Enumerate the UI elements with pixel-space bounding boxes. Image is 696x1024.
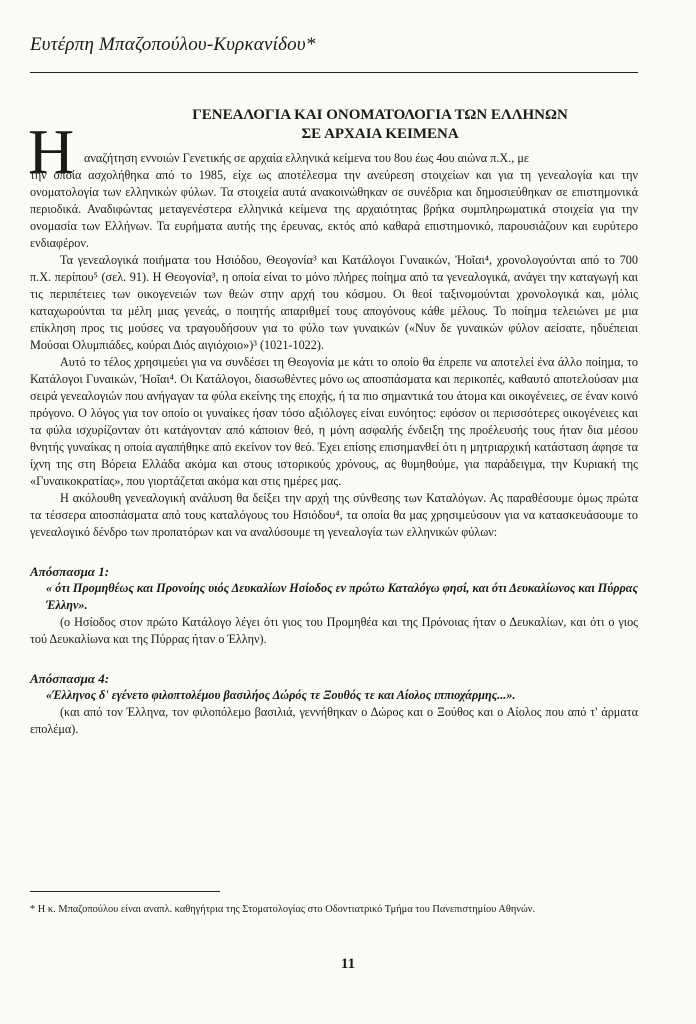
author-name: Ευτέρπη Μπαζοπούλου-Κυρκανίδου* <box>30 34 316 55</box>
title-line-2: ΣΕ ΑΡΧΑΙΑ ΚΕΙΜΕΝΑ <box>301 126 459 142</box>
excerpt-1-quote: « ότι Προμηθέως και Προνοίης υιός Δευκαλίων Ησίοδος εν πρώτω Καταλόγω φησί, και ότι Δευκαλίωνος και Πύρρας Έλλην». <box>46 581 638 612</box>
paragraph-1: την οποία ασχολήθηκα από το 1985, είχε ως αποτέλεσμα την ανεύρεση στοιχείων και για τη γενεαλογία και την ονοματολογία των ελληνικών φύλων. Τα στοιχεία αυτά ανακοινώθηκαν σε συνέδρια και δημοσιεύθηκαν σε επιστημονικά περιοδικά. Αναδιφώντας μεταγενέστερα ελληνικά κείμενα της αρχαιότητας βρήκα συμπληρωματικά στοιχεία για την ονομασία των Ελλήνων. Τα ευρήματα αυτής της έρευνας, εκτός από καθαρά επιστημονικό, παρουσιάζουν και ευρύτερο ενδιαφέρον. <box>30 168 638 250</box>
paragraph-2: Τα γενεαλογικά ποιήματα του Ησιόδου, Θεογονία³ και Κατάλογοι Γυναικών, Ἠοῖαι⁴, χρονολογούνται από το 700 π.Χ. περίπου⁵ (σελ. 91). Η Θεογονία³, η οποία είναι το μόνο πλήρες ποίημα από τα γενεαλογικά, ανάγει την καταγωγή και τις περιπέτειες των οικογενειών των θεών στην αρχή του κόσμου. Οι θεοί ταξινομούνται χρονολογικά και, μόλις καταχωρούνται τα μέλη μιας γενεάς, ο ποιητής απαριθμεί τους απογόνους κάθε μέλους. Το ποίημα τελειώνει με μια επίκληση προς τις μούσες να τραγουδήσουν για το φύλο των γυναικών («Νυν δε γυναικών φύλον αείσατε, ηδυέπειαι Μούσαι Ολυμπιάδες, κούραι Διός αιγιόχοιο»)³ (1021-1022). <box>30 253 638 352</box>
paragraph-3: Αυτό το τέλος χρησιμεύει για να συνδέσει τη Θεογονία με κάτι το οποίο θα έπρεπε να αποτελεί ένα άλλο ποίημα, το Κατάλογοι Γυναικών, Ἠοῖαι⁴. Οι Κατάλογοι, διασωθέντες μόνο ως αποσπάσματα και περικοπές, καθαυτό αποτελούσαν μια σειρά γενεαλογιών που ανήγαγαν τα φύλα εκείνης της εποχής, ή τα πιο σημαντικά του άτομα και οικογένειες, σε έναν κοινό πρόγονο. Ο λόγος για τον οποίο οι γυναίκες ήσαν τόσο αξιόλογες είναι ευνόητος: εφόσον οι περισσότερες οικογένειες και τα φύλα ισχυρίζονταν ότι κατάγονταν από κάποιον θεό, η μόνη ασφαλής ένδειξη της προέλευσής τους ήταν δια μέσου θνητής γυναίκας η οποία αγαπήθηκε από εκείνον τον θεό. Έχει επίσης επισημανθεί ότι η μητριαρχική κατάσταση άφησε τα ίχνη της στη Βόρεια Ελλάδα ακόμα και στους ιστορικούς χρόνους, ας θυμηθούμε, για παράδειγμα, την Κυριακή της «Γυναικοκρατίας», που γιορτάζεται ακόμα και στις ημέρες μας. <box>30 355 638 488</box>
paragraph-4: Η ακόλουθη γενεαλογική ανάλυση θα δείξει την αρχή της σύνθεσης των Καταλόγων. Ας παραθέσουμε όμως πρώτα τα τέσσερα αποσπάσματα από τους καταλόγους του Ησιόδου⁴, τα οποία θα μας χρησιμεύσουν για να κατασκευάσουμε το γενεαλογικό δένδρο των προπατόρων και να αναλύσουμε τη γενεαλογία των ελληνικών φύλων: <box>30 491 638 539</box>
excerpt-1 <box>30 563 638 648</box>
title-line-1: ΓΕΝΕΑΛΟΓΙΑ ΚΑΙ ΟΝΟΜΑΤΟΛΟΓΙΑ ΤΩΝ ΕΛΛΗΝΩΝ <box>192 107 568 123</box>
drop-cap: Η <box>28 116 75 187</box>
excerpt-4 <box>30 670 638 738</box>
excerpt-1-translation: (ο Ησίοδος στον πρώτο Κατάλογο λέγει ότι γιος του Προμηθέα και της Πρόνοιας ήταν ο Δευκαλίων, και ότι ο γιος τού Δευκαλίωνα και της Πύρρας ήταν ο Έλλην). <box>30 615 638 646</box>
excerpt-4-translation: (και από τον Έλληνα, τον φιλοπόλεμο βασιλιά, γεννήθηκαν ο Δώρος και ο Ξούθος και ο Αίολος που από τ' άρματα επολέμα). <box>30 705 638 736</box>
footnote: * Η κ. Μπαζοπούλου είναι αναπλ. καθηγήτρια της Στοματολογίας στο Οδοντιατρικό Τμήμα του Πανεπιστημίου Αθηνών. <box>30 904 536 915</box>
header-divider <box>30 72 638 73</box>
excerpt-1-title: Απόσπασμα 1: <box>30 564 110 579</box>
excerpt-4-quote: «Έλληνος δ' εγένετο φιλοπτολέμου βασιλήος Δώρός τε Ξουθός τε και Αίολος ιππιοχάρμης...». <box>46 688 516 702</box>
paragraph-1-first-line: αναζήτηση εννοιών Γενετικής σε αρχαία ελληνικά κείμενα του 8ου έως 4ου αιώνα π.Χ., με <box>84 151 530 165</box>
footnote-divider <box>30 891 220 892</box>
article-body <box>30 150 638 738</box>
excerpt-4-title: Απόσπασμα 4: <box>30 671 110 686</box>
page-number: 11 <box>340 956 356 972</box>
article-title <box>140 106 620 144</box>
